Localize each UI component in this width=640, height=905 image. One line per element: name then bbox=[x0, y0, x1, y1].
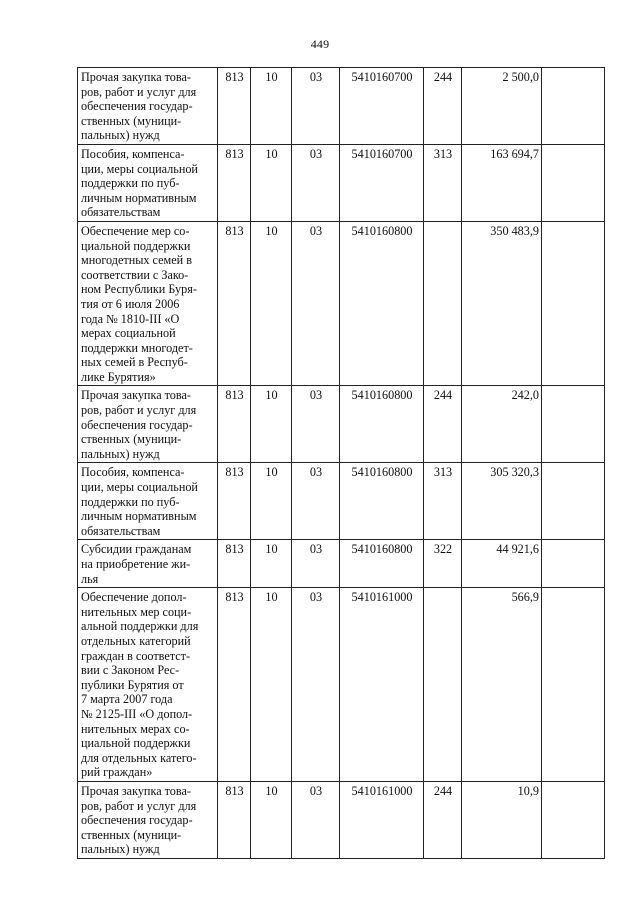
extra-cell bbox=[542, 68, 605, 145]
table-row bbox=[78, 221, 605, 386]
target-article-cell: 5410161000 bbox=[340, 588, 424, 782]
expense-type-cell: 313 bbox=[424, 463, 462, 540]
page-number: 449 bbox=[310, 37, 330, 51]
description-cell: Субсидии гражданам на приобретение жи- лья bbox=[78, 540, 218, 588]
section-code-cell: 10 bbox=[251, 144, 292, 221]
subsection-code-cell: 03 bbox=[292, 386, 340, 463]
expense-type-cell: 313 bbox=[424, 144, 462, 221]
description-cell: Пособия, компенса- ции, меры социальной поддержки по пуб- личным нормативным обязательствам bbox=[78, 144, 218, 221]
subsection-code-cell: 03 bbox=[292, 781, 340, 858]
expense-type-cell: 244 bbox=[424, 386, 462, 463]
subsection-code-cell: 03 bbox=[292, 588, 340, 782]
expense-type-cell bbox=[424, 588, 462, 782]
description-cell: Прочая закупка това- ров, работ и услуг для обеспечения государ- ственных (муници- пальных) нужд bbox=[78, 781, 218, 858]
extra-cell bbox=[542, 221, 605, 386]
table-row bbox=[78, 540, 605, 588]
description-cell: Пособия, компенса- ции, меры социальной поддержки по пуб- личным нормативным обязательствам bbox=[78, 463, 218, 540]
target-article-cell: 5410160800 bbox=[340, 463, 424, 540]
ministry-code-cell: 813 bbox=[218, 540, 251, 588]
amount-cell: 10,9 bbox=[462, 781, 542, 858]
extra-cell bbox=[542, 588, 605, 782]
extra-cell bbox=[542, 540, 605, 588]
ministry-code-cell: 813 bbox=[218, 386, 251, 463]
section-code-cell: 10 bbox=[251, 386, 292, 463]
section-code-cell: 10 bbox=[251, 781, 292, 858]
extra-cell bbox=[542, 386, 605, 463]
amount-cell: 44 921,6 bbox=[462, 540, 542, 588]
table-row bbox=[78, 781, 605, 858]
amount-cell: 242,0 bbox=[462, 386, 542, 463]
target-article-cell: 5410160800 bbox=[340, 221, 424, 386]
table-row bbox=[78, 68, 605, 145]
description-cell: Прочая закупка това- ров, работ и услуг для обеспечения государ- ственных (муници- пальных) нужд bbox=[78, 386, 218, 463]
target-article-cell: 5410160700 bbox=[340, 144, 424, 221]
ministry-code-cell: 813 bbox=[218, 588, 251, 782]
amount-cell: 2 500,0 bbox=[462, 68, 542, 145]
subsection-code-cell: 03 bbox=[292, 68, 340, 145]
description-cell: Обеспечение допол- нительных мер соци- альной поддержки для отдельных категорий граждан в соответст- вии с Законом Рес- публики Бурятия от 7 марта 2007 года № 2125-III «О допол- нительных мерах со- циальной поддержки для отдельных катего- рий граждан» bbox=[78, 588, 218, 782]
amount-cell: 566,9 bbox=[462, 588, 542, 782]
description-cell: Обеспечение мер со- циальной поддержки многодетных семей в соответствии с Зако- ном Республики Буря- тия от 6 июля 2006 года № 1810-III «О мерах социальной поддержки многодет- ных семей в Респуб- лике Бурятия» bbox=[78, 221, 218, 386]
target-article-cell: 5410160800 bbox=[340, 540, 424, 588]
extra-cell bbox=[542, 781, 605, 858]
target-article-cell: 5410161000 bbox=[340, 781, 424, 858]
section-code-cell: 10 bbox=[251, 540, 292, 588]
ministry-code-cell: 813 bbox=[218, 221, 251, 386]
section-code-cell: 10 bbox=[251, 463, 292, 540]
target-article-cell: 5410160700 bbox=[340, 68, 424, 145]
ministry-code-cell: 813 bbox=[218, 781, 251, 858]
table-row bbox=[78, 588, 605, 782]
subsection-code-cell: 03 bbox=[292, 540, 340, 588]
expense-type-cell: 244 bbox=[424, 781, 462, 858]
subsection-code-cell: 03 bbox=[292, 221, 340, 386]
amount-cell: 163 694,7 bbox=[462, 144, 542, 221]
table-row bbox=[78, 386, 605, 463]
amount-cell: 305 320,3 bbox=[462, 463, 542, 540]
extra-cell bbox=[542, 144, 605, 221]
table-row bbox=[78, 463, 605, 540]
table-row bbox=[78, 144, 605, 221]
table-body bbox=[78, 68, 605, 859]
subsection-code-cell: 03 bbox=[292, 463, 340, 540]
expense-type-cell: 322 bbox=[424, 540, 462, 588]
description-cell: Прочая закупка това- ров, работ и услуг для обеспечения государ- ственных (муници- пальных) нужд bbox=[78, 68, 218, 145]
expense-type-cell bbox=[424, 221, 462, 386]
budget-table bbox=[77, 67, 605, 859]
target-article-cell: 5410160800 bbox=[340, 386, 424, 463]
expense-type-cell: 244 bbox=[424, 68, 462, 145]
section-code-cell: 10 bbox=[251, 68, 292, 145]
section-code-cell: 10 bbox=[251, 221, 292, 386]
ministry-code-cell: 813 bbox=[218, 144, 251, 221]
ministry-code-cell: 813 bbox=[218, 463, 251, 540]
amount-cell: 350 483,9 bbox=[462, 221, 542, 386]
ministry-code-cell: 813 bbox=[218, 68, 251, 145]
subsection-code-cell: 03 bbox=[292, 144, 340, 221]
extra-cell bbox=[542, 463, 605, 540]
section-code-cell: 10 bbox=[251, 588, 292, 782]
